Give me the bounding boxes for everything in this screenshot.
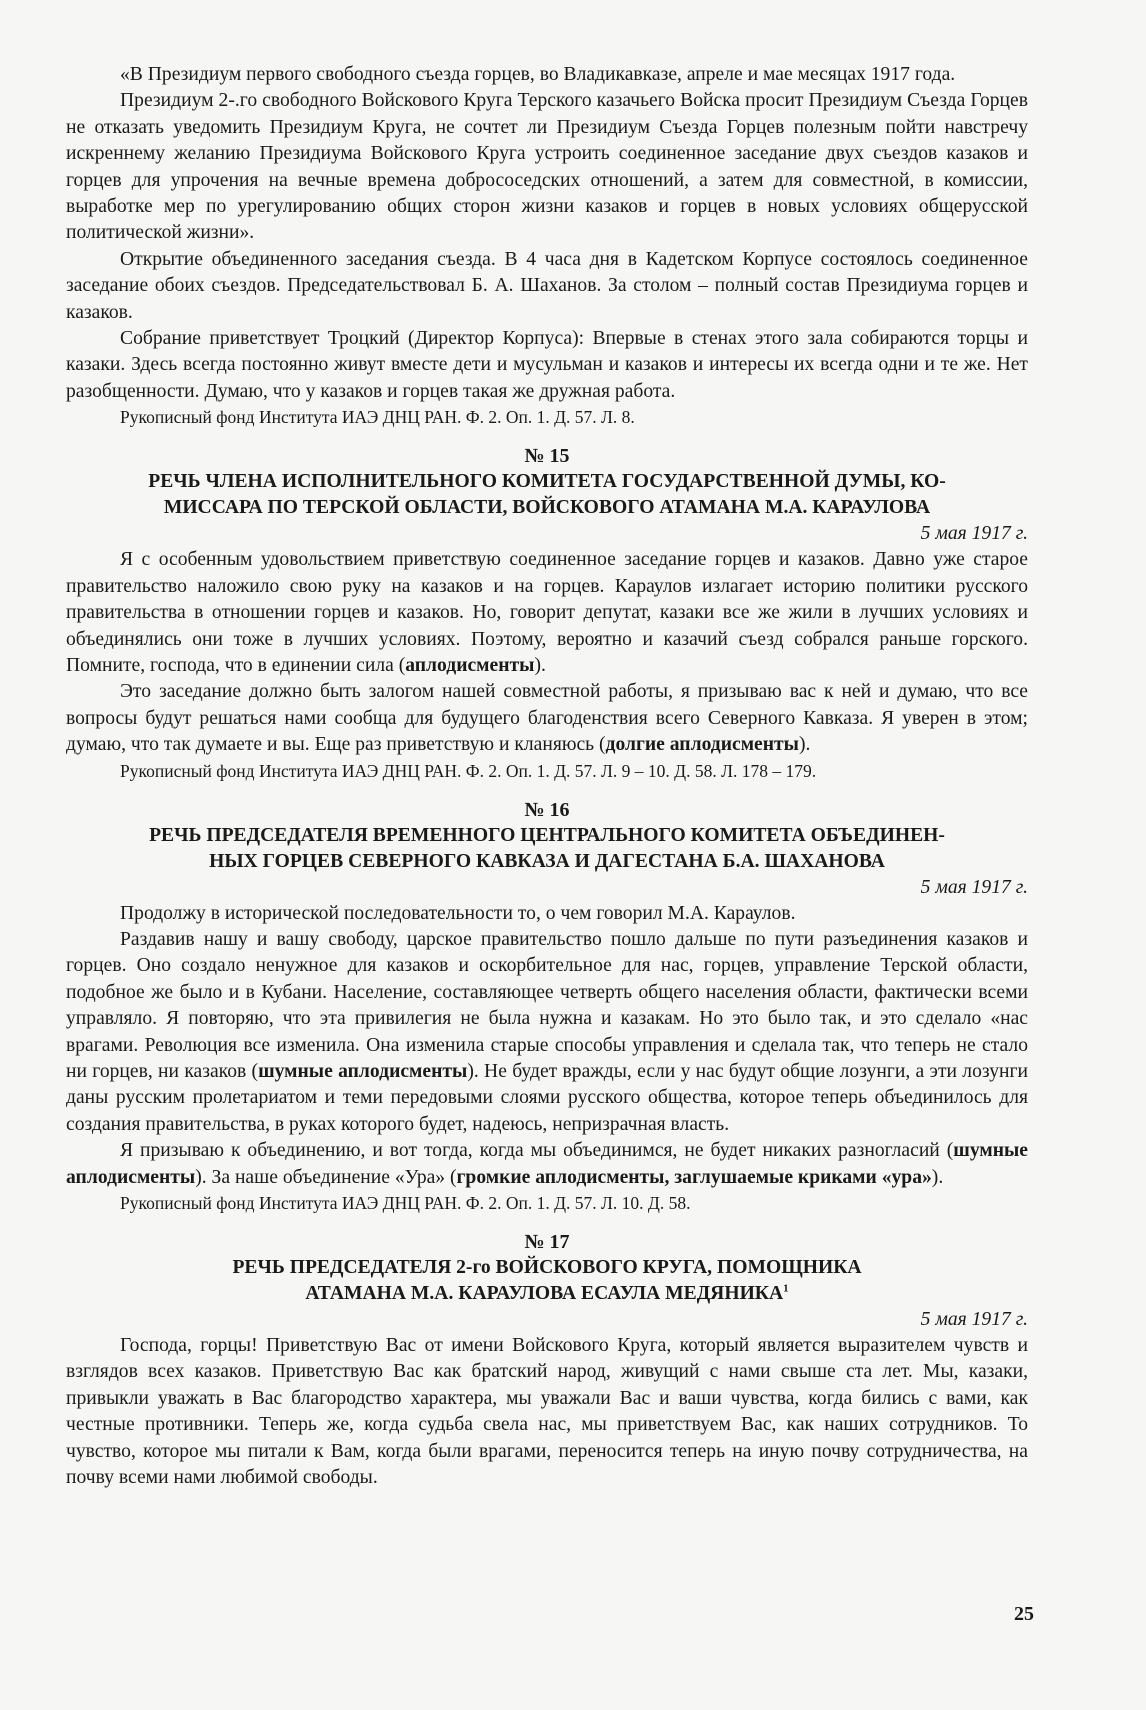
intro-letter-body: Президиум 2-.го свободного Войскового Круга Терского казачьего Войска просит Президиум Съезда Горцев не отказать уведомить Президиум Круга, не сочтет ли Президиум Съезда Горцев полезным пойти навстречу искреннему желанию Президиума Войскового Круга устроить соединенное заседание двух съездов казаков и горцев для упрочения на вечные времена добрососедских отношений, а затем для совместной, в комиссии, выработке мер по урегулированию общих сторон жизни казаков и горцев в новых условиях общерусской политической жизни».	[66, 90, 1028, 244]
doc16-date: 5 мая 1917 г.	[920, 876, 1028, 898]
applause-note: долгие аплодисменты	[605, 734, 799, 756]
doc15-date: 5 мая 1917 г.	[920, 523, 1028, 545]
applause-note: громкие аплодисменты, заглушаемые криками «ура»	[456, 1166, 932, 1188]
doc16-title-line1: РЕЧЬ ПРЕДСЕДАТЕЛЯ ВРЕМЕННОГО ЦЕНТРАЛЬНОГО КОМИТЕТА ОБЪЕДИНЕН-	[149, 824, 945, 846]
intro-source: Рукописный фонд Института ИАЭ ДНЦ РАН. Ф. 2. Оп. 1. Д. 57. Л. 8.	[120, 407, 635, 428]
doc16-number: № 16	[524, 798, 570, 821]
doc17-title-line1: РЕЧЬ ПРЕДСЕДАТЕЛЯ 2-го ВОЙСКОВОГО КРУГА, ПОМОЩНИКА	[232, 1257, 862, 1278]
intro-letter-address: «В Президиум первого свободного съезда горцев, во Владикавказе, апреле и мае месяцах 1917 года.	[120, 64, 956, 85]
doc16-paragraph-3: Я призываю к объединению, и вот тогда, когда мы объединимся, не будет никаких разногласий (шумные аплодисменты). За наше объединение «Ура» (громкие аплодисменты, заглушаемые криками «ура»).	[66, 1140, 1028, 1188]
intro-opening: Открытие объединенного заседания съезда. В 4 часа дня в Кадетском Корпусе состоялось соединенное заседание обоих съездов. Председательствовал Б. А. Шаханов. За столом – полный состав Президиума горцев и казаков.	[66, 248, 1028, 323]
doc17-number: № 17	[524, 1231, 570, 1253]
doc17-title-line2: АТАМАНА М.А. КАРАУЛОВА ЕСАУЛА МЕДЯНИКА$^1$	[305, 1282, 789, 1304]
applause-note: шумные аплодисменты	[66, 1140, 1028, 1188]
intro-greeting: Собрание приветствует Троцкий (Директор Корпуса): Впервые в стенах этого зала собираются торцы и казаки. Здесь всегда постоянно живут вместе дети и мусульман и казаков и интересы их всегда одни и те же. Нет разобщенности. Думаю, что у казаков и горцев такая же дружная работа.	[66, 328, 1028, 402]
doc16-title-line2: НЫХ ГОРЦЕВ СЕВЕРНОГО КАВКАЗА И ДАГЕСТАНА Б.А. ШАХАНОВА	[209, 850, 885, 872]
doc15-source: Рукописный фонд Института ИАЭ ДНЦ РАН. Ф. 2. Оп. 1. Д. 57. Л. 9 – 10. Д. 58. Л. 178 – 179.	[120, 760, 817, 781]
applause-note: шумные аплодисменты	[258, 1060, 468, 1082]
footnote-marker: 1	[783, 1282, 789, 1295]
doc15-title-line2: МИССАРА ПО ТЕРСКОЙ ОБЛАСТИ, ВОЙСКОВОГО АТАМАНА М.А. КАРАУЛОВА	[163, 497, 931, 519]
doc16-paragraph-1: Продолжу в исторической последовательности то, о чем говорил М.А. Караулов.	[120, 902, 796, 924]
doc16-source: Рукописный фонд Института ИАЭ ДНЦ РАН. Ф. 2. Оп. 1. Д. 57. Л. 10. Д. 58.	[120, 1193, 691, 1213]
applause-note: аплодисменты	[405, 654, 535, 676]
doc15-number: № 15	[524, 445, 570, 468]
doc15-paragraph-2: Это заседание должно быть залогом нашей совместной работы, я призываю вас к ней и думаю, что все вопросы будут решаться нами сообща для будущего благоденствия всего Северного Кавказа. Я уверен в этом; думаю, что так думаете и вы. Еще раз приветствую и кланяюсь (долгие аплодисменты).	[66, 681, 1028, 756]
doc17-date: 5 мая 1917 г.	[920, 1309, 1028, 1330]
doc15-paragraph-1: Я с особенным удовольствием приветствую соединенное заседание горцев и казаков. Давно уже старое правительство наложило свою руку на казаков и на горцев. Караулов излагает историю политики русского правительства в отношении горцев и казаков. Но, говорит депутат, казаки все же жили в лучших условиях и объединялись они тоже в лучших условиях. Поэтому, вероятно и казачий съезд собрался раньше горского. Помните, господа, что в единении сила (аплодисменты).	[66, 549, 1028, 676]
doc17-paragraph-1: Господа, горцы! Приветствую Вас от имени Войскового Круга, который является выразителем чувств и взглядов всех казаков. Приветствую Вас как братский народ, живущий с нами свыше ста лет. Мы, казаки, привыкли уважать в Вас благородство характера, мы уважали Вас и ваши чувства, когда бились с вами, как честные противники. Теперь же, когда судьба свела нас, мы приветствуем Вас, как наших сотрудников. То чувство, которое мы питали к Вам, когда были врагами, переносится теперь на иную почву сотрудничества, на почву всеми нами любимой свободы.	[66, 1335, 1028, 1489]
doc16-paragraph-2: Раздавив нашу и вашу свободу, царское правительство пошло дальше по пути разъединения казаков и горцев. Оно создало ненужное для казаков и оскорбительное для нас, горцев, управление Терской области, подобное же было и в Кубани. Население, составляющее четверть общего населения области, фактически всеми управляло. Я повторяю, что эта привилегия не была нужна и казакам. Но это было так, и это сделало «нас врагами. Революция все изменила. Она изменила старые способы управления и сделала так, что теперь не стало ни горцев, ни казаков (шумные аплодисменты). Не будет вражды, если у нас будут общие лозунги, а эти лозунги даны русским пролетариатом и теми передовыми слоями русского общества, которое теперь объединилось для создания правительства, в руках которого будет, надеюсь, непризрачная власть.	[66, 928, 1028, 1135]
doc15-title-line1: РЕЧЬ ЧЛЕНА ИСПОЛНИТЕЛЬНОГО КОМИТЕТА ГОСУДАРСТВЕННОЙ ДУМЫ, КО-	[148, 471, 946, 493]
page-number: 25	[1014, 1603, 1034, 1625]
